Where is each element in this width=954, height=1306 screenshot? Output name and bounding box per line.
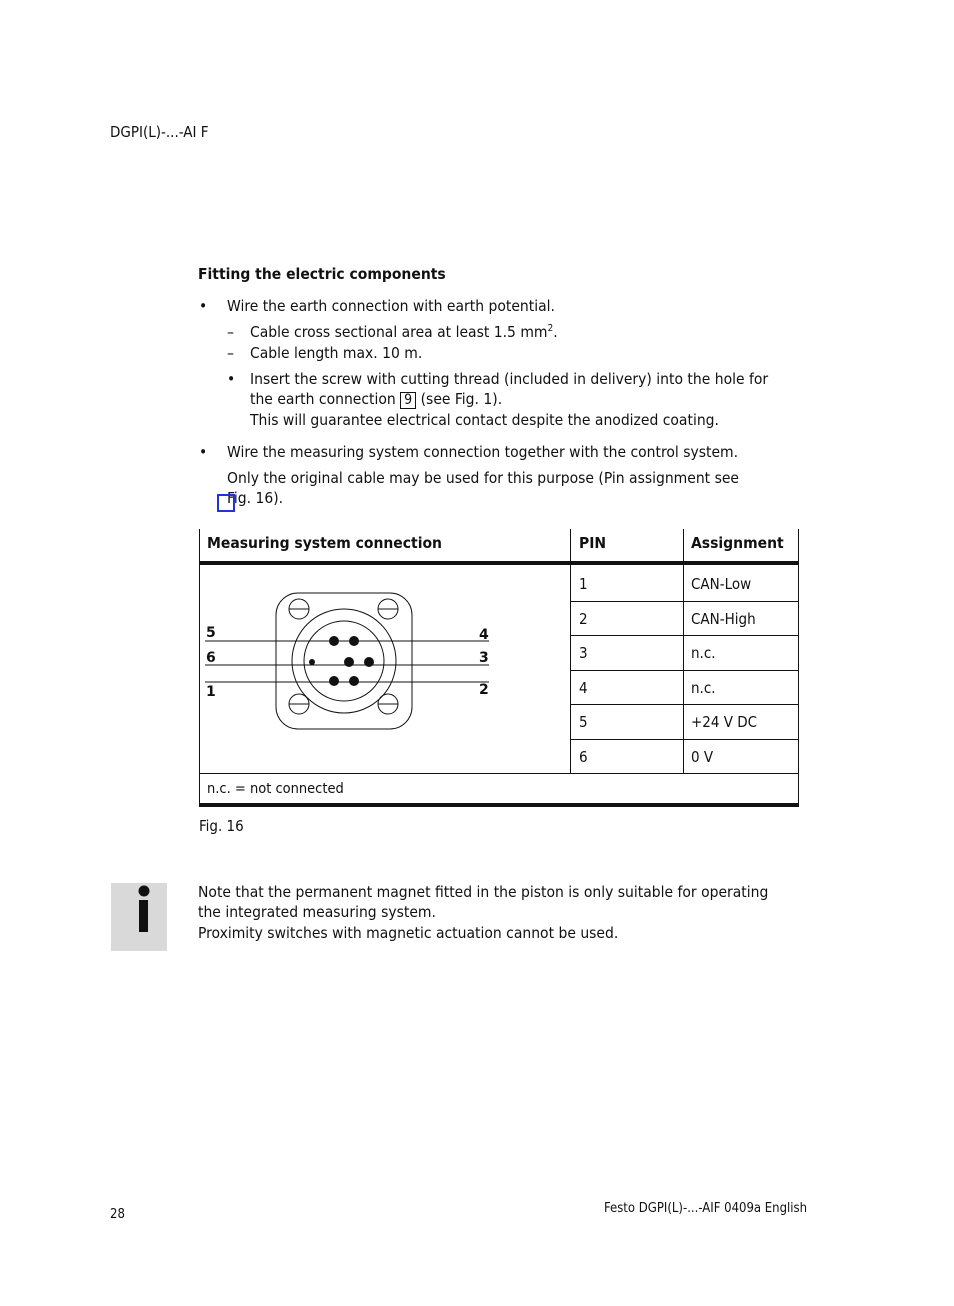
table-footnote: n.c. = not connected: [207, 781, 344, 797]
bullet-measuring-system: Wire the measuring system connection together with the control system.: [227, 443, 739, 461]
table-row-rule: [570, 704, 799, 705]
table-row-pin: 1: [579, 575, 588, 593]
superscript-2: 2: [547, 323, 554, 334]
table-row-pin: 5: [579, 713, 588, 731]
bullet-earth-connection: Wire the earth connection with earth potential.: [227, 297, 555, 315]
table-row-pin: 2: [579, 610, 588, 628]
footer-document-id: Festo DGPI(L)-...-AIF 0409a English: [604, 1201, 808, 1216]
table-row-assignment: n.c.: [691, 644, 716, 662]
sub-bullet-screw-line2: [250, 390, 502, 409]
sub-bullet-marker: •: [227, 370, 236, 388]
table-row-rule: [570, 739, 799, 740]
pin-4-dot: [349, 636, 359, 646]
bullet-measuring-system-line3: Fig. 16).: [227, 489, 284, 507]
info-icon: [111, 883, 167, 951]
figure-caption: Fig. 16: [199, 817, 244, 835]
diagram-label-5: 5: [206, 625, 216, 641]
diagram-label-2: 2: [479, 682, 489, 698]
item-reference-box: 9: [400, 392, 416, 409]
pin-assignment-table: [199, 529, 799, 807]
diagram-label-3: 3: [479, 650, 489, 666]
diagram-label-4: 4: [479, 627, 489, 643]
table-divider-pin: [570, 529, 571, 773]
dash-marker: –: [227, 344, 234, 362]
table-footnote-rule: [199, 773, 799, 774]
table-row-assignment: +24 V DC: [691, 713, 758, 731]
section-title: Fitting the electric components: [198, 265, 446, 283]
selection-cursor-box: [217, 494, 235, 512]
page-number: 28: [110, 1207, 125, 1222]
table-row-pin: 3: [579, 644, 588, 662]
diagram-label-6: 6: [206, 650, 216, 666]
dash-cable-length: Cable length max. 10 m.: [250, 344, 423, 362]
diagram-label-1: 1: [206, 684, 216, 700]
bullet-marker: •: [199, 443, 208, 461]
pin-5-dot: [329, 636, 339, 646]
note-line-2: the integrated measuring system.: [198, 903, 436, 921]
table-row-assignment: CAN-High: [691, 610, 756, 628]
table-row-assignment: CAN-Low: [691, 575, 752, 593]
dash-marker: –: [227, 323, 234, 341]
header-assignment: Assignment: [691, 534, 784, 552]
sub-bullet-screw-line3: This will guarantee electrical contact despite the anodized coating.: [250, 411, 719, 429]
table-row-rule: [570, 670, 799, 671]
dash-cross-section-end: .: [553, 323, 558, 342]
note-line-3: Proximity switches with magnetic actuation cannot be used.: [198, 924, 619, 942]
page-header-title: DGPI(L)-...-AI F: [110, 123, 209, 141]
info-icon-glyph: [111, 883, 167, 951]
table-divider-assignment: [683, 529, 684, 773]
pin-2-dot: [349, 676, 359, 686]
note-line-1: Note that the permanent magnet fitted in the piston is only suitable for operating: [198, 883, 769, 901]
pin-3-dot: [364, 657, 374, 667]
table-row-assignment: 0 V: [691, 748, 714, 766]
table-row-pin: 4: [579, 679, 588, 697]
table-bottom-rule: [199, 803, 799, 807]
sub-bullet-screw-line1: Insert the screw with cutting thread (included in delivery) into the hole for: [250, 370, 769, 388]
header-pin: PIN: [579, 534, 607, 552]
connector-flange: [276, 593, 412, 729]
table-row-rule: [570, 601, 799, 602]
bullet-measuring-system-line2: Only the original cable may be used for this purpose (Pin assignment see: [227, 469, 739, 487]
table-row-rule: [570, 635, 799, 636]
sub-bullet-screw-line2-text: the earth connection: [250, 390, 401, 408]
header-measuring-connection: Measuring system connection: [207, 534, 442, 552]
bullet-marker: •: [199, 297, 208, 315]
connector-pinout-diagram: [199, 565, 570, 773]
table-border-right: [798, 529, 799, 807]
dash-cross-section: [250, 323, 558, 341]
dash-cross-section-text: Cable cross sectional area at least 1.5 mm: [250, 323, 548, 342]
table-row-pin: 6: [579, 748, 588, 766]
pin-center-dot: [344, 657, 354, 667]
sub-bullet-screw-line2-end: (see Fig. 1).: [416, 390, 503, 408]
pin-6-dot: [309, 659, 315, 665]
pin-1-dot: [329, 676, 339, 686]
table-row-assignment: n.c.: [691, 679, 716, 697]
